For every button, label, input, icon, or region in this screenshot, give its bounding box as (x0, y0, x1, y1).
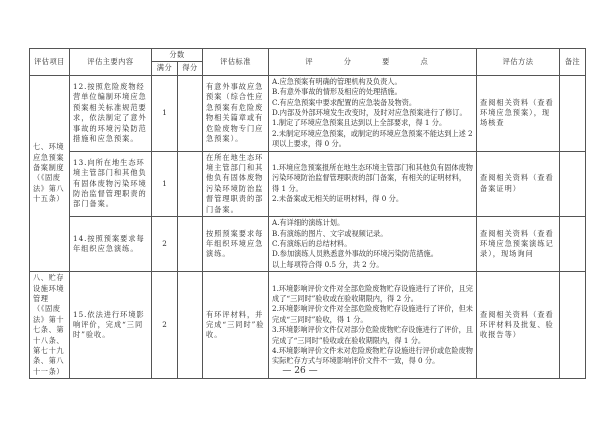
point-line: 以上每项符合得 0.5 分，共 2 分。 (272, 259, 384, 269)
header-score-group: 分数 (152, 49, 203, 62)
header-points: 评 分 要 点 (269, 49, 477, 76)
header-row-1 (30, 49, 586, 62)
content-cell: 13.向所在地生态环境主管部门和其他负有固体废物污染环境防治监督管理职责的部门备案。 (70, 151, 152, 216)
header-item: 评估项目 (30, 49, 70, 76)
point-line: 2.环境影响评价文件对全部危险废物贮存设施进行了评价，但未完成“三同时”验收，得 1 分。 (272, 304, 473, 324)
header-content: 评估主要内容 (70, 49, 152, 76)
table-row (30, 272, 586, 379)
point-line: D.参加演练人员熟悉意外事故的环境污染防范措施。 (272, 249, 438, 259)
point-line: A.应急预案有明确的管理机构及负责人。 (272, 76, 402, 86)
content-cell: 14.按照预案要求每年组织应急演练。 (70, 217, 152, 272)
points-cell (269, 217, 477, 272)
criteria-cell: 有环评材料，并完成“三同时”验收。 (203, 272, 269, 379)
point-line: 1.环境影响评价文件对全部危险废物贮存设施进行了评价，且完成了“三同时”验收或在验收期限内，得 2 分。 (272, 283, 473, 303)
content-cell: 15.依法进行环境影响评价，完成“三同时”验收。 (70, 272, 152, 379)
points-cell (269, 272, 477, 379)
page-number: — 26 — (282, 366, 318, 376)
full-score-cell: 2 (152, 217, 178, 272)
method-cell: 查阅相关资料（查看环境应急预案演练记录），现场询问 (477, 217, 560, 272)
point-line: D.内部及外部环境发生改变时，及时对应急预案进行了修订。 (272, 108, 467, 118)
point-line: 3.环境影响评价文件仅对部分危险废物贮存设施进行了评价，且完成了“三同时”验收或在验收期限内，得 1 分。 (272, 325, 473, 345)
point-line: C.有应急预案中要求配置的应急装备及物资。 (272, 97, 417, 107)
content-cell: 12.按照危险废物经营单位编制环境应急预案相关标准规范要求，依法制定了意外事故的环境污染防范措施和应急预案。 (70, 75, 152, 151)
criteria-cell: 在所在地生态环境主管部门和其他负有固体废物污染环境防治监督管理职责的部门备案。 (203, 151, 269, 216)
point-line: B.有意外事故的情形及相应的处理措施。 (272, 87, 402, 97)
criteria-cell: 按照预案要求每年组织环境应急演练。 (203, 217, 269, 272)
point-line: A.有详细的演练计划。 (272, 218, 345, 228)
table-row (30, 217, 586, 272)
header-method: 评估方法 (477, 49, 560, 76)
criteria-cell: 有意外事故应急预案（综合性应急预案有危险废物相关篇章或有危险废物专门应急预案）。 (203, 75, 269, 151)
point-line: 2.未备案或无相关的证明材料，得 0 分。 (272, 194, 404, 204)
point-line: 1.环境应急预案报所在地生态环境主管部门和其他负有固体废物污染环境防治监督管理职责的部门备案，有相关的证明材料，得 1 分。 (272, 163, 473, 193)
evaluation-table (29, 48, 586, 379)
method-cell: 查阅相关资料（查看环境应急预案），现场核查 (477, 75, 560, 151)
remark-cell (560, 217, 586, 272)
item-cell: 八、贮存设施环境管理（《固废法》第十七条、第十八条、第七十九条、第八十一条） (30, 272, 70, 379)
header-remark: 备注 (560, 49, 586, 76)
header-full-score: 满分 (152, 62, 178, 75)
point-line: 4.环境影响评价文件未对危险废物贮存设施进行评价或危险废物实际贮存方式与环境影响评价文件不一致，得 0 分。 (272, 345, 473, 366)
remark-cell (560, 75, 586, 151)
points-cell (269, 75, 477, 151)
table-row (30, 151, 586, 216)
point-line: 2.未制定环境应急预案，或制定的环境应急预案不能达到上述 2 项以上要求，得 0 分。 (272, 128, 473, 149)
method-cell: 查阅相关资料（查看环评材料及批复、验收报告等） (477, 272, 560, 379)
got-score-cell[interactable] (178, 75, 203, 151)
header-criteria: 评估标准 (203, 49, 269, 76)
got-score-cell[interactable] (178, 151, 203, 216)
got-score-cell[interactable] (178, 272, 203, 379)
method-cell: 查阅相关资料（查看备案证明） (477, 151, 560, 216)
remark-cell (560, 151, 586, 216)
full-score-cell: 1 (152, 151, 178, 216)
got-score-cell[interactable] (178, 217, 203, 272)
points-cell (269, 151, 477, 216)
header-got-score: 得分 (178, 62, 203, 75)
point-line: B.有演练的图片、文字或视频记录。 (272, 228, 388, 238)
full-score-cell: 2 (152, 272, 178, 379)
point-line: C.有演练后的总结材料。 (272, 238, 352, 248)
point-line: 1.制定了环境应急预案且达到以上全部要求，得 1 分。 (272, 118, 447, 128)
full-score-cell: 1 (152, 75, 178, 151)
table-row (30, 75, 586, 151)
remark-cell (560, 272, 586, 379)
item-cell: 七、环境应急预案备案制度（《固废法》第八十五条） (30, 75, 70, 271)
